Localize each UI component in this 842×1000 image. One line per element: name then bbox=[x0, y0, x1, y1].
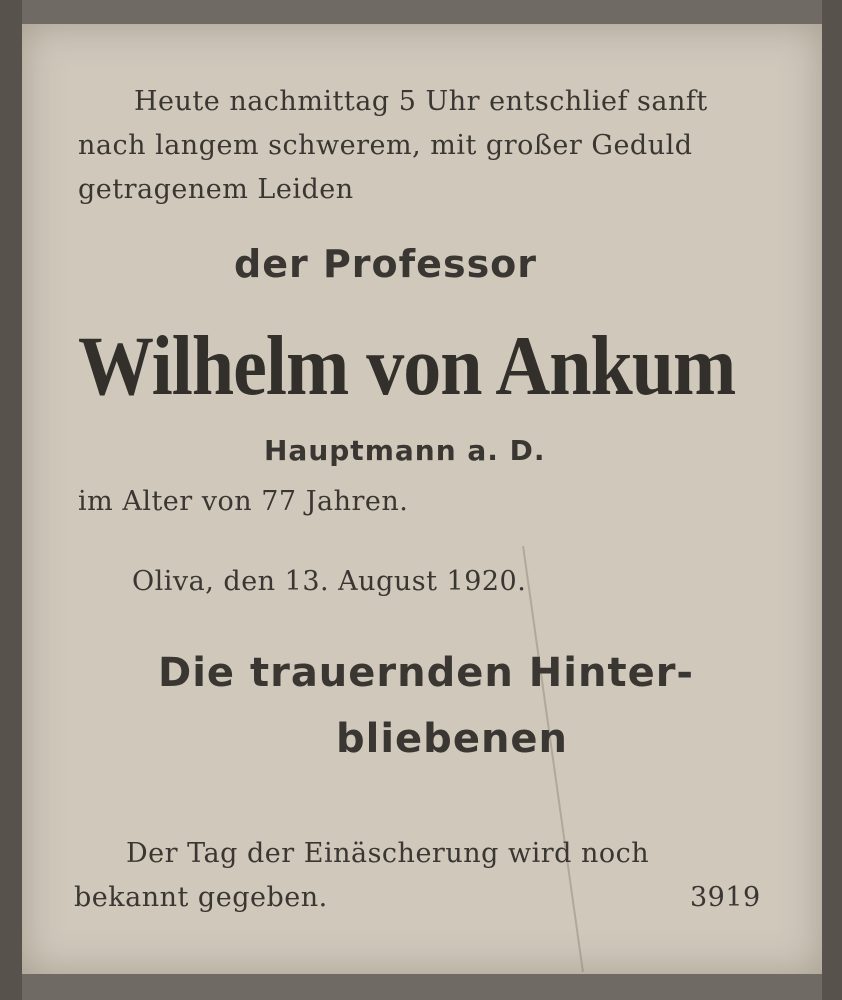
intro-line-1: Heute nachmittag 5 Uhr entschlief sanft bbox=[134, 86, 708, 117]
intro-line-3: getragenem Leiden bbox=[78, 174, 354, 205]
mourners-line-2: bliebenen bbox=[336, 716, 569, 762]
rank-line: Hauptmann a. D. bbox=[264, 434, 546, 467]
page-edge-right bbox=[822, 0, 842, 1000]
intro-line-2: nach langem schwerem, mit großer Geduld bbox=[78, 130, 693, 161]
mourners-line-1: Die trauernden Hinter- bbox=[158, 650, 695, 696]
title-line: der Professor bbox=[234, 242, 538, 286]
place-date-line: Oliva, den 13. August 1920. bbox=[132, 566, 527, 597]
page-edge-left bbox=[0, 0, 22, 1000]
obituary-notice bbox=[22, 24, 822, 974]
footer-line-2: bekannt gegeben. bbox=[74, 882, 328, 913]
age-line: im Alter von 77 Jahren. bbox=[78, 486, 409, 517]
deceased-name: Wilhelm von Ankum bbox=[78, 319, 736, 414]
ad-number: 3919 bbox=[690, 882, 761, 913]
footer-line-1: Der Tag der Einäscherung wird noch bbox=[126, 838, 650, 869]
